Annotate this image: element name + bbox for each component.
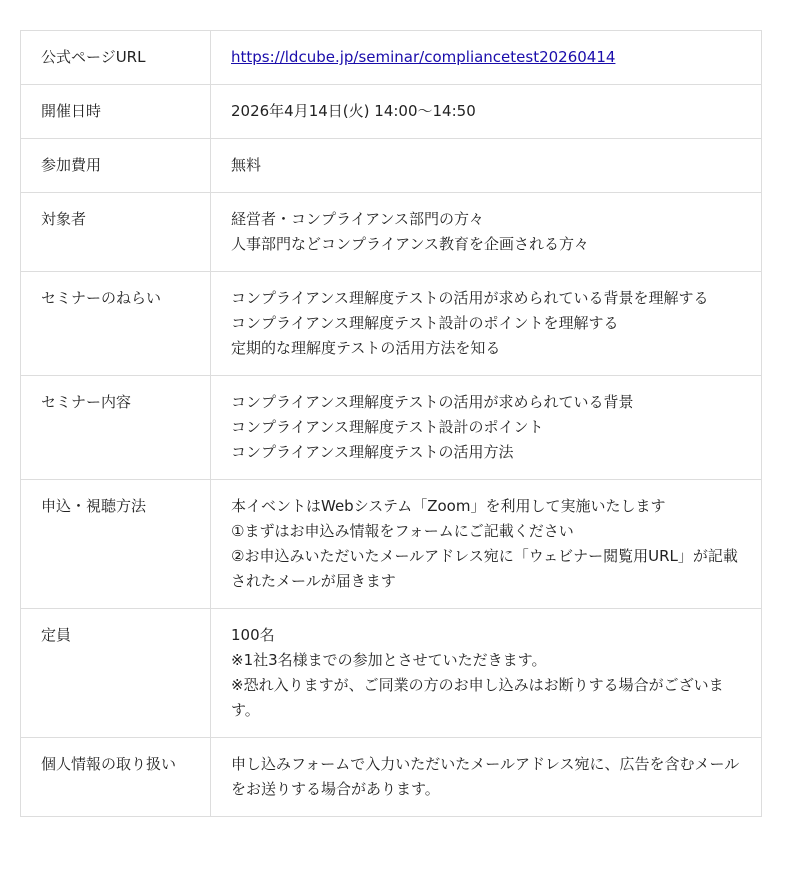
value-line: ①まずはお申込み情報をフォームにご記載ください: [231, 522, 574, 540]
row-value: [211, 272, 762, 376]
value-line: 無料: [231, 156, 262, 174]
row-value: [211, 85, 762, 139]
row-label: 参加費用: [21, 139, 211, 193]
row-label: セミナー内容: [21, 376, 211, 480]
value-line: コンプライアンス理解度テストの活用が求められている背景: [231, 393, 634, 411]
seminar-info-table: [20, 30, 762, 817]
row-fee: [21, 139, 762, 193]
row-value: [211, 480, 762, 609]
value-line: 人事部門などコンプライアンス教育を企画される方々: [231, 235, 590, 253]
row-value: [211, 139, 762, 193]
value-line: コンプライアンス理解度テストの活用方法: [231, 443, 514, 461]
value-line: コンプライアンス理解度テスト設計のポイントを理解する: [231, 314, 619, 332]
row-value: [211, 609, 762, 738]
row-value: [211, 31, 762, 85]
row-label: セミナーのねらい: [21, 272, 211, 376]
value-line: 定期的な理解度テストの活用方法を知る: [231, 339, 501, 357]
row-capacity: [21, 609, 762, 738]
value-line: コンプライアンス理解度テスト設計のポイント: [231, 418, 544, 436]
row-target-audience: [21, 193, 762, 272]
value-line: コンプライアンス理解度テストの活用が求められている背景を理解する: [231, 289, 709, 307]
row-label: 公式ページURL: [21, 31, 211, 85]
row-label: 個人情報の取り扱い: [21, 738, 211, 817]
value-line: ②お申込みいただいたメールアドレス宛に「ウェビナー閲覧用URL」が記載されたメールが届きます: [231, 547, 738, 590]
value-line: ※恐れ入りますが、ご同業の方のお申し込みはお断りする場合がございます。: [231, 676, 724, 719]
row-label: 定員: [21, 609, 211, 738]
row-label: 対象者: [21, 193, 211, 272]
value-line: 100名: [231, 626, 275, 644]
row-value: [211, 738, 762, 817]
row-value: [211, 193, 762, 272]
row-label: 申込・視聴方法: [21, 480, 211, 609]
row-privacy: [21, 738, 762, 817]
value-line: ※1社3名様までの参加とさせていただきます。: [231, 651, 547, 669]
row-official-url: [21, 31, 762, 85]
official-page-link[interactable]: https://ldcube.jp/seminar/compliancetest20260414: [231, 48, 616, 66]
row-seminar-content: [21, 376, 762, 480]
value-line: 経営者・コンプライアンス部門の方々: [231, 210, 485, 228]
row-label: 開催日時: [21, 85, 211, 139]
value-line: 2026年4月14日(火) 14:00～14:50: [231, 102, 476, 120]
value-line: 本イベントはWebシステム「Zoom」を利用して実施いたします: [231, 497, 666, 515]
row-value: [211, 376, 762, 480]
row-application-method: [21, 480, 762, 609]
row-date: [21, 85, 762, 139]
row-seminar-aims: [21, 272, 762, 376]
value-line: 申し込みフォームで入力いただいたメールアドレス宛に、広告を含むメールをお送りする場合があります。: [231, 755, 740, 798]
